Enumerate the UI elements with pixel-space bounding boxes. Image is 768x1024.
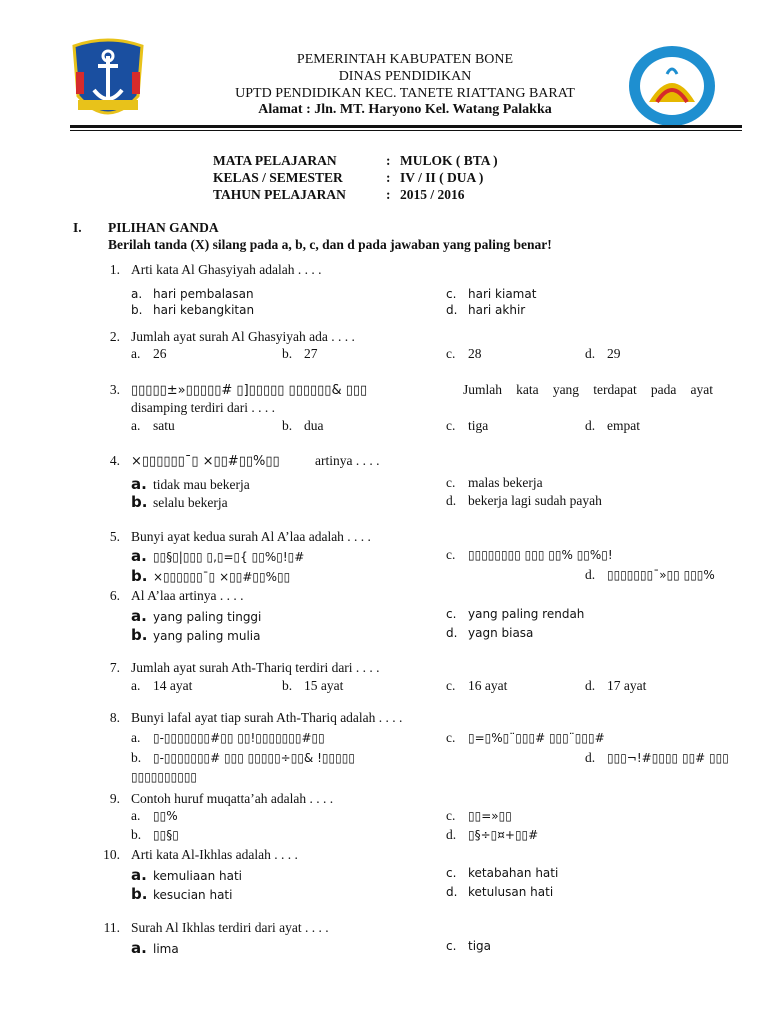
info-label: KELAS / SEMESTER <box>213 170 343 185</box>
option-letter: d. <box>446 493 457 508</box>
answer-option-b[interactable] <box>131 567 290 585</box>
option-letter: d. <box>446 626 458 640</box>
answer-option-a[interactable] <box>131 730 325 746</box>
option-text: malas bekerja <box>468 475 543 490</box>
option-text: yang paling rendah <box>468 607 585 621</box>
option-text: 26 <box>153 346 167 361</box>
option-letter: b. <box>282 418 293 433</box>
header-line-3: UPTD PENDIDIKAN KEC. TANETE RIATTANG BARAT <box>235 86 575 101</box>
option-letter: b. <box>131 493 148 511</box>
option-text: ▯-▯▯▯▯▯▯▯# ▯▯▯ ▯▯▯▯▯÷▯▯& !▯▯▯▯▯ <box>153 751 355 765</box>
option-letter: d. <box>446 885 458 899</box>
answer-option-c[interactable] <box>446 607 584 621</box>
question-number: 1. <box>109 262 120 277</box>
question-text: Surah Al Ikhlas terdiri dari ayat . . . . <box>131 920 329 935</box>
answer-option-a[interactable] <box>131 866 242 884</box>
answer-option-b[interactable] <box>131 303 254 317</box>
answer-option-c[interactable] <box>446 808 512 824</box>
answer-option-b[interactable] <box>282 346 318 362</box>
option-letter: c. <box>446 346 456 361</box>
answer-option-d[interactable] <box>446 827 538 843</box>
answer-option-b[interactable] <box>131 750 355 766</box>
question-text: artinya . . . . <box>315 453 380 468</box>
section-number: I. <box>73 220 82 235</box>
question-number: 2. <box>109 329 120 344</box>
answer-option-a[interactable] <box>131 607 261 625</box>
option-text: ▯▯§▯|▯▯▯ ▯,▯=▯{ ▯▯%▯!▯# <box>153 550 305 564</box>
answer-option-c[interactable] <box>446 866 558 880</box>
option-text: ▯▯% <box>153 809 178 823</box>
option-letter: c. <box>446 808 456 823</box>
section-title: PILIHAN GANDA <box>108 220 219 235</box>
option-text: hari kiamat <box>468 287 537 301</box>
info-value: MULOK ( BTA ) <box>400 153 498 168</box>
answer-option-a[interactable] <box>131 678 192 694</box>
answer-option-c[interactable] <box>446 475 543 491</box>
answer-option-d[interactable] <box>585 678 646 694</box>
answer-option-c[interactable] <box>446 678 507 694</box>
option-text: hari kebangkitan <box>153 303 255 317</box>
answer-option-a[interactable] <box>131 418 175 434</box>
question-number: 5. <box>109 529 120 544</box>
option-letter: b. <box>131 885 148 903</box>
option-letter: a. <box>131 808 141 823</box>
option-text-continued: ▯▯▯▯▯▯▯▯▯▯ <box>131 770 198 784</box>
option-letter: a. <box>131 547 147 565</box>
answer-option-d[interactable] <box>446 626 533 640</box>
option-letter: a. <box>131 418 141 433</box>
info-colon: : <box>386 170 391 185</box>
option-text: kesucian hati <box>153 888 233 902</box>
answer-option-b[interactable] <box>282 418 324 434</box>
option-letter: c. <box>446 607 457 621</box>
question-text: Bunyi lafal ayat tiap surah Ath-Thariq adalah . . . . <box>131 710 403 725</box>
option-text: dua <box>304 418 324 433</box>
option-text: ▯-▯▯▯▯▯▯▯#▯▯ ▯▯!▯▯▯▯▯▯▯#▯▯ <box>153 731 325 745</box>
option-text: ▯§÷▯¤+▯▯# <box>468 828 539 842</box>
option-text: ketabahan hati <box>468 866 559 880</box>
option-text: ▯▯§▯ <box>153 828 179 842</box>
answer-option-d[interactable] <box>446 493 602 509</box>
option-text: hari pembalasan <box>153 287 254 301</box>
option-letter: a. <box>131 475 147 493</box>
option-text: selalu bekerja <box>153 495 228 510</box>
question-number: 11. <box>103 920 120 935</box>
option-letter: a. <box>131 678 141 693</box>
option-text: ▯▯=»▯▯ <box>468 809 512 823</box>
answer-option-d[interactable] <box>585 567 715 583</box>
answer-option-b[interactable] <box>131 885 232 903</box>
header-line-2: DINAS PENDIDIKAN <box>338 69 472 84</box>
question-number: 8. <box>109 710 120 725</box>
option-letter: c. <box>446 287 457 301</box>
option-text: yang paling mulia <box>153 629 261 643</box>
option-text: bekerja lagi sudah payah <box>468 493 602 508</box>
option-letter: c. <box>446 730 456 745</box>
option-text: ▯=▯%▯¨▯▯▯# ▯▯▯¨▯▯▯# <box>468 731 605 745</box>
option-letter: a. <box>131 939 147 957</box>
option-letter: d. <box>585 750 596 765</box>
option-letter: d. <box>585 567 596 582</box>
option-text: 17 ayat <box>607 678 647 693</box>
info-colon: : <box>386 153 391 168</box>
header-divider-thin <box>70 130 742 131</box>
option-letter: b. <box>282 678 293 693</box>
question-number: 10. <box>103 847 120 862</box>
answer-option-b[interactable] <box>131 626 260 644</box>
answer-option-a[interactable] <box>131 475 250 493</box>
option-letter: c. <box>446 678 456 693</box>
arabic-text: ▯▯▯▯▯±»▯▯▯▯▯# ▯]▯▯▯▯▯ ▯▯▯▯▯▯& ▯▯▯ <box>131 383 368 398</box>
option-text: ▯▯▯▯▯▯▯▯ ▯▯▯ ▯▯% ▯▯%▯! <box>468 548 613 562</box>
option-letter: a. <box>131 607 147 625</box>
option-letter: d. <box>446 827 457 842</box>
question-text: Al A’laa artinya . . . . <box>131 588 244 603</box>
option-text: 28 <box>468 346 482 361</box>
option-text: yagn biasa <box>468 626 534 640</box>
option-letter: c. <box>446 866 457 880</box>
option-text: 29 <box>607 346 621 361</box>
info-label: MATA PELAJARAN <box>213 153 337 168</box>
option-letter: d. <box>585 346 596 361</box>
option-text: ▯▯▯▯▯▯▯¯»▯▯ ▯▯▯% <box>607 568 715 582</box>
info-colon: : <box>386 187 391 202</box>
option-letter: a. <box>131 866 147 884</box>
option-letter: b. <box>131 567 148 585</box>
option-text: tidak mau bekerja <box>153 477 250 492</box>
question-number: 4. <box>109 453 120 468</box>
question-number: 9. <box>109 791 120 806</box>
option-text: tiga <box>468 939 492 953</box>
option-text: lima <box>153 942 179 956</box>
option-letter: c. <box>446 939 457 953</box>
question-text: Jumlah kata yang terdapat pada ayat <box>463 382 713 397</box>
option-text: ketulusan hati <box>468 885 554 899</box>
option-letter: d. <box>446 303 458 317</box>
option-letter: c. <box>446 547 456 562</box>
answer-option-b[interactable] <box>282 678 343 694</box>
option-letter: b. <box>131 827 142 842</box>
option-text: 14 ayat <box>153 678 193 693</box>
option-text: tiga <box>468 418 489 433</box>
answer-option-c[interactable] <box>446 287 536 301</box>
answer-option-c[interactable] <box>446 418 488 434</box>
answer-option-a[interactable] <box>131 808 178 824</box>
option-letter: c. <box>446 418 456 433</box>
answer-option-c[interactable] <box>446 939 491 953</box>
option-letter: a. <box>131 730 141 745</box>
question-number: 7. <box>109 660 120 675</box>
answer-option-c[interactable] <box>446 547 613 563</box>
option-letter: c. <box>446 475 456 490</box>
info-label: TAHUN PELAJARAN <box>213 187 346 202</box>
option-text: yang paling tinggi <box>153 610 262 624</box>
header-divider <box>70 125 742 128</box>
answer-option-c[interactable] <box>446 346 482 362</box>
option-letter: d. <box>585 418 596 433</box>
answer-option-a[interactable] <box>131 547 304 565</box>
option-letter: b. <box>282 346 293 361</box>
question-number: 3. <box>109 382 120 397</box>
question-number: 6. <box>109 588 120 603</box>
question-text: Jumlah ayat surah Ath-Thariq terdiri dari . . . . <box>131 660 380 675</box>
answer-option-a[interactable] <box>131 939 179 957</box>
answer-option-d[interactable] <box>446 885 553 899</box>
header-line-1: PEMERINTAH KABUPATEN BONE <box>296 52 514 67</box>
question-text: Arti kata Al-Ikhlas adalah . . . . <box>131 847 298 862</box>
question-text-continued: disamping terdiri dari . . . . <box>131 400 275 415</box>
answer-option-a[interactable] <box>131 346 167 362</box>
header-address: Alamat : Jln. MT. Haryono Kel. Watang Palakka <box>258 102 552 117</box>
option-text: hari akhir <box>468 303 526 317</box>
option-letter: d. <box>585 678 596 693</box>
option-text: ×▯▯▯▯▯▯¯▯ ×▯▯#▯▯%▯▯ <box>153 570 291 584</box>
option-text: empat <box>607 418 640 433</box>
option-text: 16 ayat <box>468 678 508 693</box>
option-letter: a. <box>131 346 141 361</box>
answer-option-a[interactable] <box>131 287 254 301</box>
option-text: 15 ayat <box>304 678 344 693</box>
question-text: Jumlah ayat surah Al Ghasyiyah ada . . . . <box>131 329 355 344</box>
option-text: satu <box>153 418 175 433</box>
answer-option-d[interactable] <box>585 346 621 362</box>
option-text: 27 <box>304 346 318 361</box>
option-letter: b. <box>131 750 142 765</box>
info-value: 2015 / 2016 <box>400 187 465 202</box>
option-letter: b. <box>131 303 143 317</box>
info-value: IV / II ( DUA ) <box>400 170 484 185</box>
option-letter: a. <box>131 287 143 301</box>
answer-option-b[interactable] <box>131 827 179 843</box>
answer-option-d[interactable] <box>446 303 525 317</box>
question-text: Bunyi ayat kedua surah Al A’laa adalah . . . . <box>131 529 371 544</box>
arabic-text: ×▯▯▯▯▯▯¯▯ ×▯▯#▯▯%▯▯ <box>131 454 280 469</box>
answer-option-c[interactable] <box>446 730 605 746</box>
option-letter: b. <box>131 626 148 644</box>
answer-option-d[interactable] <box>585 750 729 766</box>
question-text: Contoh huruf muqatta’ah adalah . . . . <box>131 791 334 806</box>
answer-option-b[interactable] <box>131 493 228 511</box>
option-text: ▯▯▯¬!#▯▯▯▯ ▯▯# ▯▯▯ <box>607 751 729 765</box>
section-instruction: Berilah tanda (X) silang pada a, b, c, dan d pada jawaban yang paling benar! <box>108 237 552 252</box>
answer-option-d[interactable] <box>585 418 640 434</box>
question-text: Arti kata Al Ghasyiyah adalah . . . . <box>131 262 322 277</box>
option-text: kemuliaan hati <box>153 869 242 883</box>
